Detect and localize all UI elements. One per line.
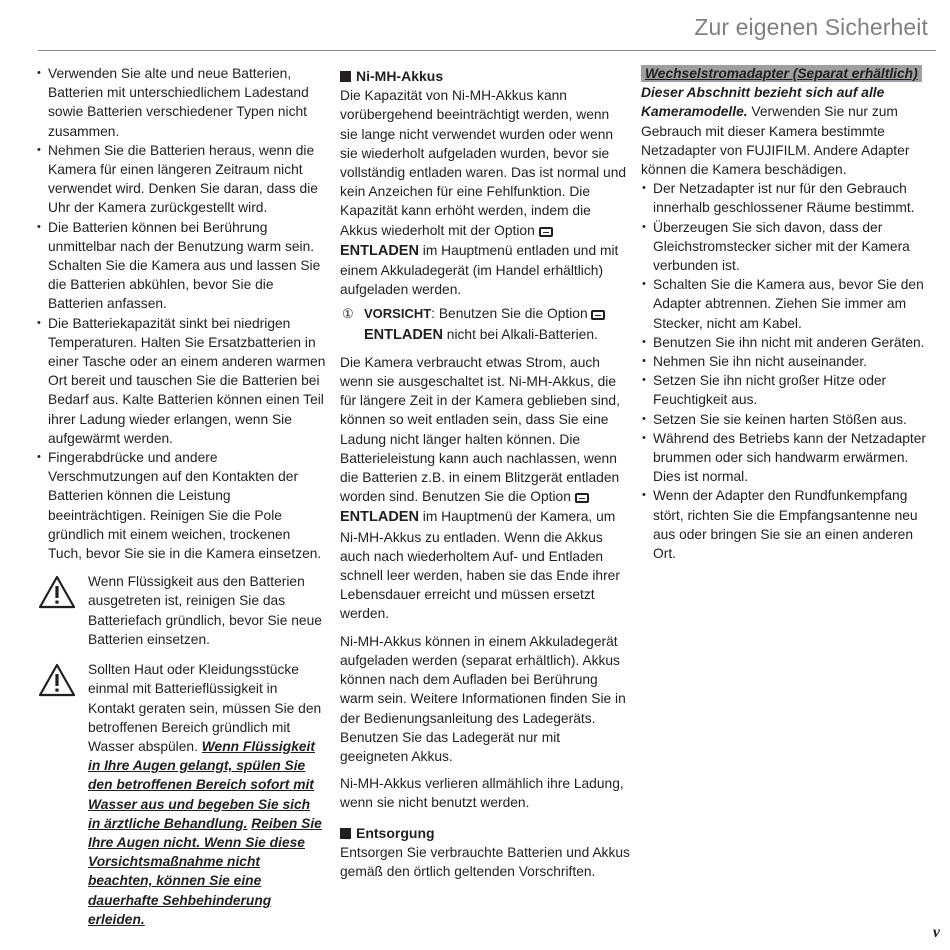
paragraph-text: Verwenden Sie nur zum Gebrauch mit dieser Kamera bestimmte Netzadapter von FUJIFILM. Andere Adapter können die Kamera beschädigen. [641, 104, 910, 178]
section-heading-ac-adapter: Wechselstromadapter (Separat erhältlich) [641, 65, 922, 82]
warning-skin-contact [36, 660, 326, 929]
paragraph-text: Die Kamera verbraucht etwas Strom, auch wenn sie ausgeschaltet ist. Ni-MH-Akkus, die für längere Zeit in der Kamera geblieben sind, können so weit entladen sein, dass Sie eine Ladung nicht länger halten können. Die Batterieleistung kann auch nachlassen, wenn die Batterien z.B. in einem Blitzgerät entladen worden sind. Benutzen Sie die Option [340, 354, 620, 505]
list-item: • Setzen Sie sie keinen harten Stößen aus. [641, 410, 931, 429]
paragraph [641, 83, 931, 179]
list-item: • Nehmen Sie ihn nicht auseinander. [641, 352, 931, 371]
menu-option-label: ENTLADEN [340, 242, 419, 259]
caution-text: nicht bei Alkali-Batterien. [442, 326, 598, 342]
paragraph-text: Die Kapazität von Ni-MH-Akkus kann vorübergehend beeinträchtigt werden, wenn sie lange nicht verwendet wurden oder wenn sie wiederholt aufgeladen wurden, bevor sie vollständig entladen waren. Das ist normal und kein Anzeichen für eine Fehlfunktion. Die Kapazität kann erhöht werden, indem die Akkus wiederholt mit der Option [340, 88, 627, 238]
list-item: • Der Netzadapter ist nur für den Gebrauch innerhalb geschlossener Räume bestimmt. [641, 179, 931, 217]
list-item: • Setzen Sie ihn nicht großer Hitze oder Feuchtigkeit aus. [641, 371, 931, 409]
caution-note [340, 304, 630, 344]
intro-emphasis: Dieser Abschnitt bezieht sich auf alle Kameramodelle. [641, 85, 885, 120]
paragraph: Entsorgen Sie verbrauchte Batterien und Akkus gemäß den örtlich geltenden Vorschriften. [340, 844, 630, 879]
page-number: v [932, 924, 940, 941]
warning-triangle-icon [38, 663, 76, 697]
column-right [641, 64, 931, 563]
battery-icon [591, 310, 605, 320]
list-item: • Die Batterien können bei Berührung unmittelbar nach der Benutzung warm sein. Schalten Sie die Kamera aus und lassen Sie die Batterien abkühlen, bevor Sie die Batterien anfassen. [36, 218, 326, 314]
list-item: • Schalten Sie die Kamera aus, bevor Sie den Adapter abtrennen. Ziehen Sie immer am Stecker, nicht am Kabel. [641, 275, 931, 333]
paragraph: Ni-MH-Akkus verlieren allmählich ihre Ladung, wenn sie nicht benutzt werden. [340, 776, 624, 811]
warning-leak [36, 572, 326, 649]
list-item: • Nehmen Sie die Batterien heraus, wenn die Kamera für einen längeren Zeitraum nicht verwendet wird. Denken Sie daran, dass die Uhr der Kamera zurückgestellt wird. [36, 141, 326, 218]
warning-plain-text: Sollten Haut oder Kleidungsstücke einmal mit Batterieflüssigkeit in Kontakt geraten sein, müssen Sie den betroffenen Bereich gründlich mit Wasser abspülen. [88, 662, 322, 754]
list-item: • Fingerabdrücke und andere Verschmutzungen auf den Kontakten der Batterien können die Leistung beeinträchtigen. Reinigen Sie die Pole gründlich mit einem weichen, trockenen Tuch, bevor Sie sie in die Kamera einsetzen. [36, 448, 326, 563]
warning-text [88, 660, 326, 929]
page-title: Zur eigenen Sicherheit [694, 14, 928, 40]
square-bullet-icon [340, 71, 351, 82]
warning-emphasis-rub: Reiben Sie Ihre Augen nicht. Wenn Sie diese Vorsichtsmaßnahme nicht beachten, können Sie eine dauerhafte Sehbehinderung erleiden. [88, 815, 322, 927]
section-heading-disposal [340, 824, 630, 843]
caution-icon: ① [342, 306, 354, 322]
menu-option-label: ENTLADEN [340, 509, 419, 526]
warning-text: Wenn Flüssigkeit aus den Batterien ausgetreten ist, reinigen Sie das Batteriefach gründlich, bevor Sie neue Batterien einsetzen. [88, 574, 322, 647]
section-heading-nimh [340, 67, 630, 86]
paragraph [340, 353, 630, 624]
column-left [36, 64, 326, 929]
section-heading-text: Ni-MH-Akkus [356, 68, 444, 84]
battery-icon [539, 227, 553, 237]
list-item: • Die Batteriekapazität sinkt bei niedrigen Temperaturen. Halten Sie Ersatzbatterien in einer Tasche oder an einem anderen warmen Ort bereit und tauschen Sie die Batterien bei Bedarf aus. Kalte Batterien können einen Teil ihrer Ladung wieder erlangen, wenn Sie aufgewärmt werden. [36, 314, 326, 448]
header-rule [38, 50, 936, 51]
square-bullet-icon [340, 828, 351, 839]
list-item: • Wenn der Adapter den Rundfunkempfang stört, richten Sie die Empfangsantenne neu aus oder bringen Sie sie an einen anderen Ort. [641, 486, 931, 563]
list-item: • Verwenden Sie alte und neue Batterien, Batterien mit unterschiedlichem Ladestand sowie Batterien verschiedener Typen nicht zusammen. [36, 64, 326, 141]
warning-triangle-icon [38, 575, 76, 609]
paragraph [340, 86, 630, 299]
paragraph-text: im Hauptmenü entladen und mit einem Akkuladegerät (im Handel erhältlich) aufgeladen werden. [340, 242, 619, 298]
battery-icon [575, 493, 589, 503]
caution-text: : Benutzen Sie die Option [431, 306, 592, 322]
list-item: • Während des Betriebs kann der Netzadapter brummen oder sich handwarm erwärmen. Dies ist normal. [641, 429, 931, 487]
list-item: • Überzeugen Sie sich davon, dass der Gleichstromstecker sicher mit der Kamera verbunden ist. [641, 218, 931, 276]
menu-option-label: ENTLADEN [364, 326, 443, 343]
caution-label: VORSICHT [364, 306, 432, 322]
list-item: • Benutzen Sie ihn nicht mit anderen Geräten. [641, 333, 931, 352]
paragraph: Ni-MH-Akkus können in einem Akkuladegerät aufgeladen werden (separat erhältlich). Akkus können nach dem Aufladen bei Berührung warm sein. Weitere Informationen finden Sie in der Bedienungsanleitung des Ladegeräts. Benutzen Sie das Ladegerät nur mit geeigneten Akkus. [340, 633, 626, 764]
column-middle [340, 64, 630, 881]
adapter-precautions-list [641, 179, 931, 563]
battery-precautions-list [36, 64, 326, 563]
warning-emphasis-eyes: Wenn Flüssigkeit in Ihre Augen gelangt, spülen Sie den betroffenen Bereich sofort mit Wasser aus und begeben Sie sich in ärztliche Behandlung. [88, 738, 315, 831]
section-heading-text: Entsorgung [356, 824, 435, 841]
paragraph-text: im Hauptmenü der Kamera, um Ni-MH-Akkus zu entladen. Wenn die Akkus auch nach wiederholtem Auf- und Entladen schnell leer werden, haben sie das Ende ihrer Lebensdauer erreicht und müssen ersetzt werden. [340, 509, 620, 622]
